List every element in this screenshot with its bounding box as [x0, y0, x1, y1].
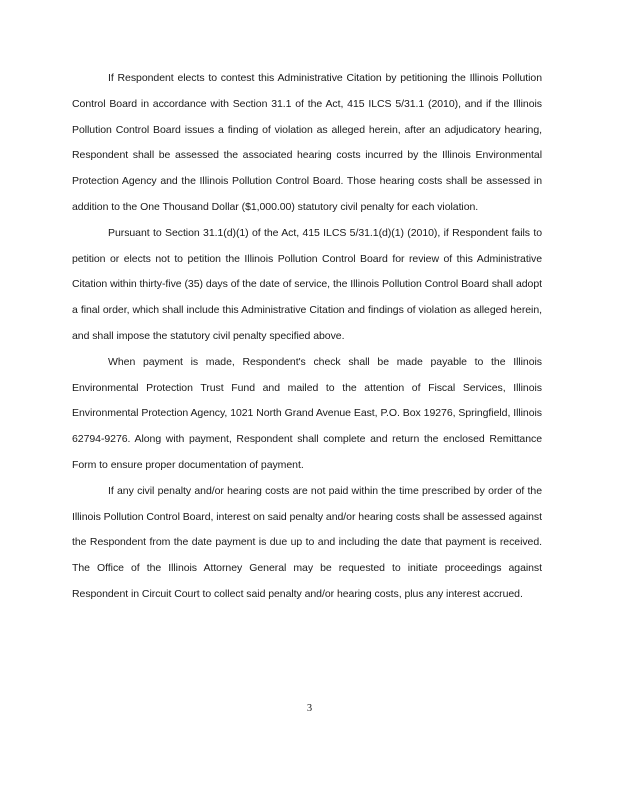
page-number: 3	[306, 703, 313, 714]
paragraph-payment-instructions: When payment is made, Respondent's check shall be made payable to the Illinois Environmental Protection Trust Fund and mailed to the attention of Fiscal Services, Illinois Environmental Protection Agency, 1021 North Grand Avenue East, P.O. Box 19276, Springfield, Illinois 62794-9276. Along with payment, Respondent shall complete and return the enclosed Remittance Form to ensure proper documentation of payment.	[72, 355, 542, 471]
paragraph-failure-to-petition: Pursuant to Section 31.1(d)(1) of the Act, 415 ILCS 5/31.1(d)(1) (2010), if Respondent fails to petition or elects not to petition the Illinois Pollution Control Board for review of this Administrative Citation within thirty-five (35) days of the date of service, the Illinois Pollution Control Board shall adopt a final order, which shall include this Administrative Citation and findings of violation as alleged herein, and shall impose the statutory civil penalty specified above.	[72, 226, 542, 342]
paragraph-contest-citation: If Respondent elects to contest this Administrative Citation by petitioning the Illinois Pollution Control Board in accordance with Section 31.1 of the Act, 415 ILCS 5/31.1 (2010), and if the Illinois Pollution Control Board issues a finding of violation as alleged herein, after an adjudicatory hearing, Respondent shall be assessed the associated hearing costs incurred by the Illinois Environmental Protection Agency and the Illinois Pollution Control Board. Those hearing costs shall be assessed in addition to the One Thousand Dollar ($1,000.00) statutory civil penalty for each violation.	[72, 72, 542, 213]
document-body	[72, 66, 542, 608]
paragraph-late-payment-interest: If any civil penalty and/or hearing costs are not paid within the time prescribed by order of the Illinois Pollution Control Board, interest on said penalty and/or hearing costs shall be assessed against the Respondent from the date payment is due up to and including the date that payment is received. The Office of the Illinois Attorney General may be requested to initiate proceedings against Respondent in Circuit Court to collect said penalty and/or hearing costs, plus any interest accrued.	[72, 484, 542, 600]
